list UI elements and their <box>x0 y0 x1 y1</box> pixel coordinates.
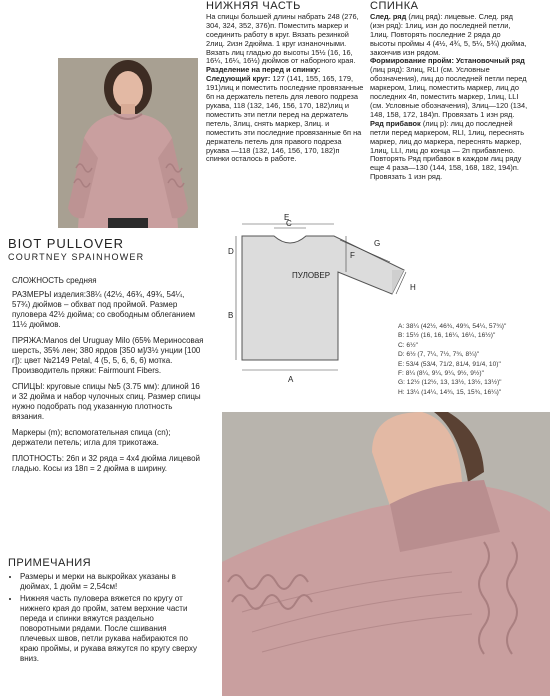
gauge-text: ПЛОТНОСТЬ: 26п и 32 ряда = 4х4 дюйма лицевой гладью. Косы из 18п = 2 дюйма в ширину. <box>12 454 200 473</box>
difficulty-text: СЛОЖНОСТЬ средняя <box>12 276 97 285</box>
next-round-text: Следующий круг: 127 (141, 155, 165, 179, 191)лиц и поместить последние провязанные 6п на держатель петель для левого подреза рукава, 118 (132, 146, 156, 170, 182)лиц и поместить эти петли перед на держатель петель, 3лиц, снять маркер, 3лиц. и поместить эти последние провязанные 6п на держатель петель для правого подреза рукава —118 (132, 146, 156, 170, 182)п спинки осталось в работе. <box>206 74 364 164</box>
lower-body-text: На спицы большей длины набрать 248 (276, 304, 324, 352, 376)п. Поместить маркер и соединить работу в круг. Вязать резинкой 2лиц. 2изн 2дюйма. 1 круг изнаночными. Вязать лиц гладью до высоты 15½ (16, 16, 16¼, 16¼, 16½) дюймов от наборного края. <box>206 11 359 66</box>
schematic-label: ПУЛОВЕР <box>292 271 331 280</box>
measurement-g: G: 12½ (12½, 13, 13½, 13½, 13½)" <box>398 379 502 387</box>
dim-g: G <box>374 239 381 248</box>
increase-row-text: Ряд прибавок (лиц р): лиц до последней петли перед маркером, RLI, 1лиц, переснять маркер, лиц до маркера, переснять маркер, 1лиц, LLI, лиц до конца — 2п прибавлено. Повторять Ряд прибавок в каждом лиц ряду еще 4 раза—130 (144, 158, 168, 182, 194)п. Провязать 1 изн ряд. <box>370 118 525 182</box>
measurement-e: E: 53/4 (53/4, 71/2, 81/4, 91/4, 10)" <box>398 360 501 368</box>
needles-text: СПИЦЫ: круговые спицы №5 (3.75 мм): длиной 16 и 32 дюйма и набор чулочных спиц. Размер спицы нужно подобрать под указанную плотность вязания. <box>12 382 201 421</box>
sizes-text: РАЗМЕРЫ изделия:38¼ (42½, 46¾, 49¾, 54¼, 57¾) дюймов – обхват под проймой. Размер пуловера 42½ дюйма; со свободным облеганием 11½ дюймов. <box>12 290 196 329</box>
notes-heading: ПРИМЕЧАНИЯ <box>8 557 92 569</box>
sweater-closeup-photo <box>222 412 550 696</box>
dim-e: E <box>284 213 290 222</box>
back-rows-text: След. ряд (лиц ряд): лицевые. След. ряд (изн ряд): 1лиц, изн до последней петли, 1лиц. Повторять последние 2 ряда до высоты проймы 4 (4½, 4¾, 5, 5¼, 5¾) дюйма, закончив изн рядом. <box>370 11 527 57</box>
dim-d: D <box>228 247 234 256</box>
measurement-d: D: 6½ (7, 7¼, 7½, 7¾, 8¼)" <box>398 351 480 359</box>
dim-f: F <box>350 251 355 260</box>
lower-body-heading: НИЖНЯЯ ЧАСТЬ <box>206 0 301 12</box>
back-heading: СПИНКА <box>370 0 419 12</box>
dim-h: H <box>410 283 416 292</box>
dim-c: C <box>286 219 292 228</box>
measurement-f: F: 8¼ (8¼, 9¼, 9¼, 9½, 9½)" <box>398 370 484 378</box>
schematic-diagram <box>214 210 428 390</box>
measurement-a: A: 38¼ (42½, 46¾, 49¾, 54¼, 57¾)" <box>398 323 507 330</box>
notions-text: Маркеры (m); вспомогательная спица (cn); держатели петель; игла для трикотажа. <box>12 428 171 447</box>
notes-list <box>8 572 204 664</box>
measurement-c: C: 6½" <box>398 341 418 349</box>
pattern-title: BIOT PULLOVER <box>8 236 125 251</box>
measurement-b: B: 15½ (16, 16, 16¼, 16¼, 16½)" <box>398 332 496 340</box>
dim-b: B <box>228 311 234 320</box>
yarn-text: ПРЯЖА:Manos del Uruguay Milo (65% Мериносовая шерсть, 35% лен; 380 ярдов [350 м]/3½ унции [100 г]): цвет №2149 Petal, 4 (5, 5, 6, 6, 6) мотка. Производитель пряжи: Fairmount Fibers. <box>12 336 204 375</box>
list-item: • Нижняя часть пуловера вяжется по кругу от нижнего края до пройм, затем верхние части переда и спинки вяжутся раздельно поворотными рядами. После сшивания плечевых швов, петли рукава набираются по краю проймы, и рукава вяжутся по кругу сверху вниз. <box>20 594 204 664</box>
armhole-shaping-text: Формирование пройм: Установочный ряд (лиц ряд): 3лиц, RLI (см. Условные обозначения), лиц до последней петли перед маркером, 1лиц, поместить маркер, лиц до последних 4п, поместить маркер, 1лиц, LLI (см. Условные обозначения), 3лиц—120 (134, 148, 158, 172, 184)п. Провязать 1 изн ряд. <box>370 56 528 119</box>
model-photo <box>58 58 198 228</box>
pattern-designer: COURTNEY SPAINHOWER <box>8 252 145 262</box>
dim-a: A <box>288 375 294 384</box>
division-subheading: Разделение на перед и спинку: <box>206 65 321 75</box>
measurement-h: H: 13¼ (14¼, 14¾, 15, 15¾, 16¼)" <box>398 388 502 396</box>
list-item: • Размеры и мерки на выкройках указаны в дюймах, 1 дюйм = 2,54см! <box>20 572 204 592</box>
